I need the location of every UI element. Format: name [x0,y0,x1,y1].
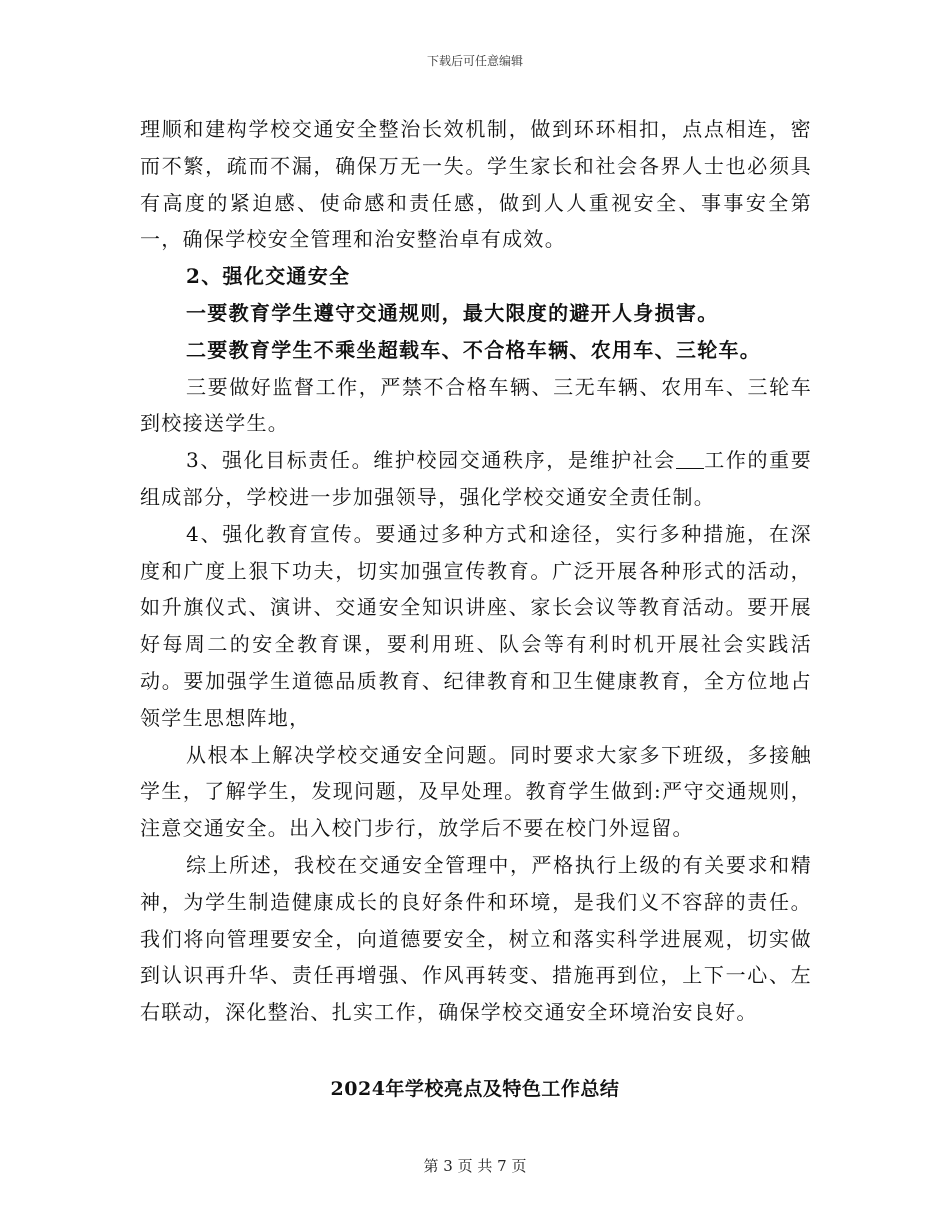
page-header-note: 下载后可任意编辑 [426,54,523,68]
subheading-traffic-safety: 2、强化交通安全 [186,264,351,289]
paragraph-root-solution: 从根本上解决学校交通安全问题。同时要求大家多下班级，多接触学生，了解学生，发现问题，及早处理。教育学生做到:严守交通规则，注意交通安全。出入校门步行，放学后不要在校门外逗留。 [140,742,812,841]
paragraph-rule-two: 二要教育学生不乘坐超载车、不合格车辆、农用车、三轮车。 [186,337,762,362]
paragraph-rule-one: 一要教育学生遵守交通规则，最大限度的避开人身损害。 [186,300,719,325]
paragraph-target-responsibility [140,442,812,516]
document-body [140,111,812,1031]
blank-underline [676,450,704,469]
paragraph-summary: 综上所述，我校在交通安全管理中，严格执行上级的有关要求和精神，为学生制造健康成长的良好条件和环境，是我们义不容辞的责任。我们将向管理要安全，向道德要安全，树立和落实科学进展观，切实做到认识再升华、责任再增强、作风再转变、措施再到位，上下一心、左右联动，深化整治、扎实工作，确保学校交通安全环境治安良好。 [140,852,812,1025]
paragraph-education-publicity: 4、强化教育宣传。要通过多种方式和途径，实行多种措施，在深度和广度上狠下功夫，切实加强宣传教育。广泛开展各种形式的活动，如升旗仪式、演讲、交通安全知识讲座、家长会议等教育活动。要开展好每周二的安全教育课，要利用班、队会等有利时机开展社会实践活动。要加强学生道德品质教育、纪律教育和卫生健康教育，全方位地占领学生思想阵地， [140,521,812,730]
paragraph-target-responsibility-part1: 3、强化目标责任。维护校园交通秩序，是维护社会 [186,448,676,473]
paragraph-continuation: 理顺和建构学校交通安全整治长效机制，做到环环相扣，点点相连，密而不繁，疏而不漏，确保万无一失。学生家长和社会各界人士也必须具有高度的紧迫感、使命感和责任感，做到人人重视安全、事事安全第一，确保学校安全管理和治安整治卓有成效。 [140,117,812,252]
section-heading: 2024年学校亮点及特色工作总结 [330,1078,620,1100]
page-number-footer: 第 3 页 共 7 页 [423,1157,527,1175]
paragraph-rule-three: 三要做好监督工作，严禁不合格车辆、三无车辆、农用车、三轮车到校接送学生。 [140,374,812,436]
paragraph-target-responsibility-part2: 工作的重要组成部分，学校进一步加强领导，强化学校交通安全责任制。 [140,448,813,509]
